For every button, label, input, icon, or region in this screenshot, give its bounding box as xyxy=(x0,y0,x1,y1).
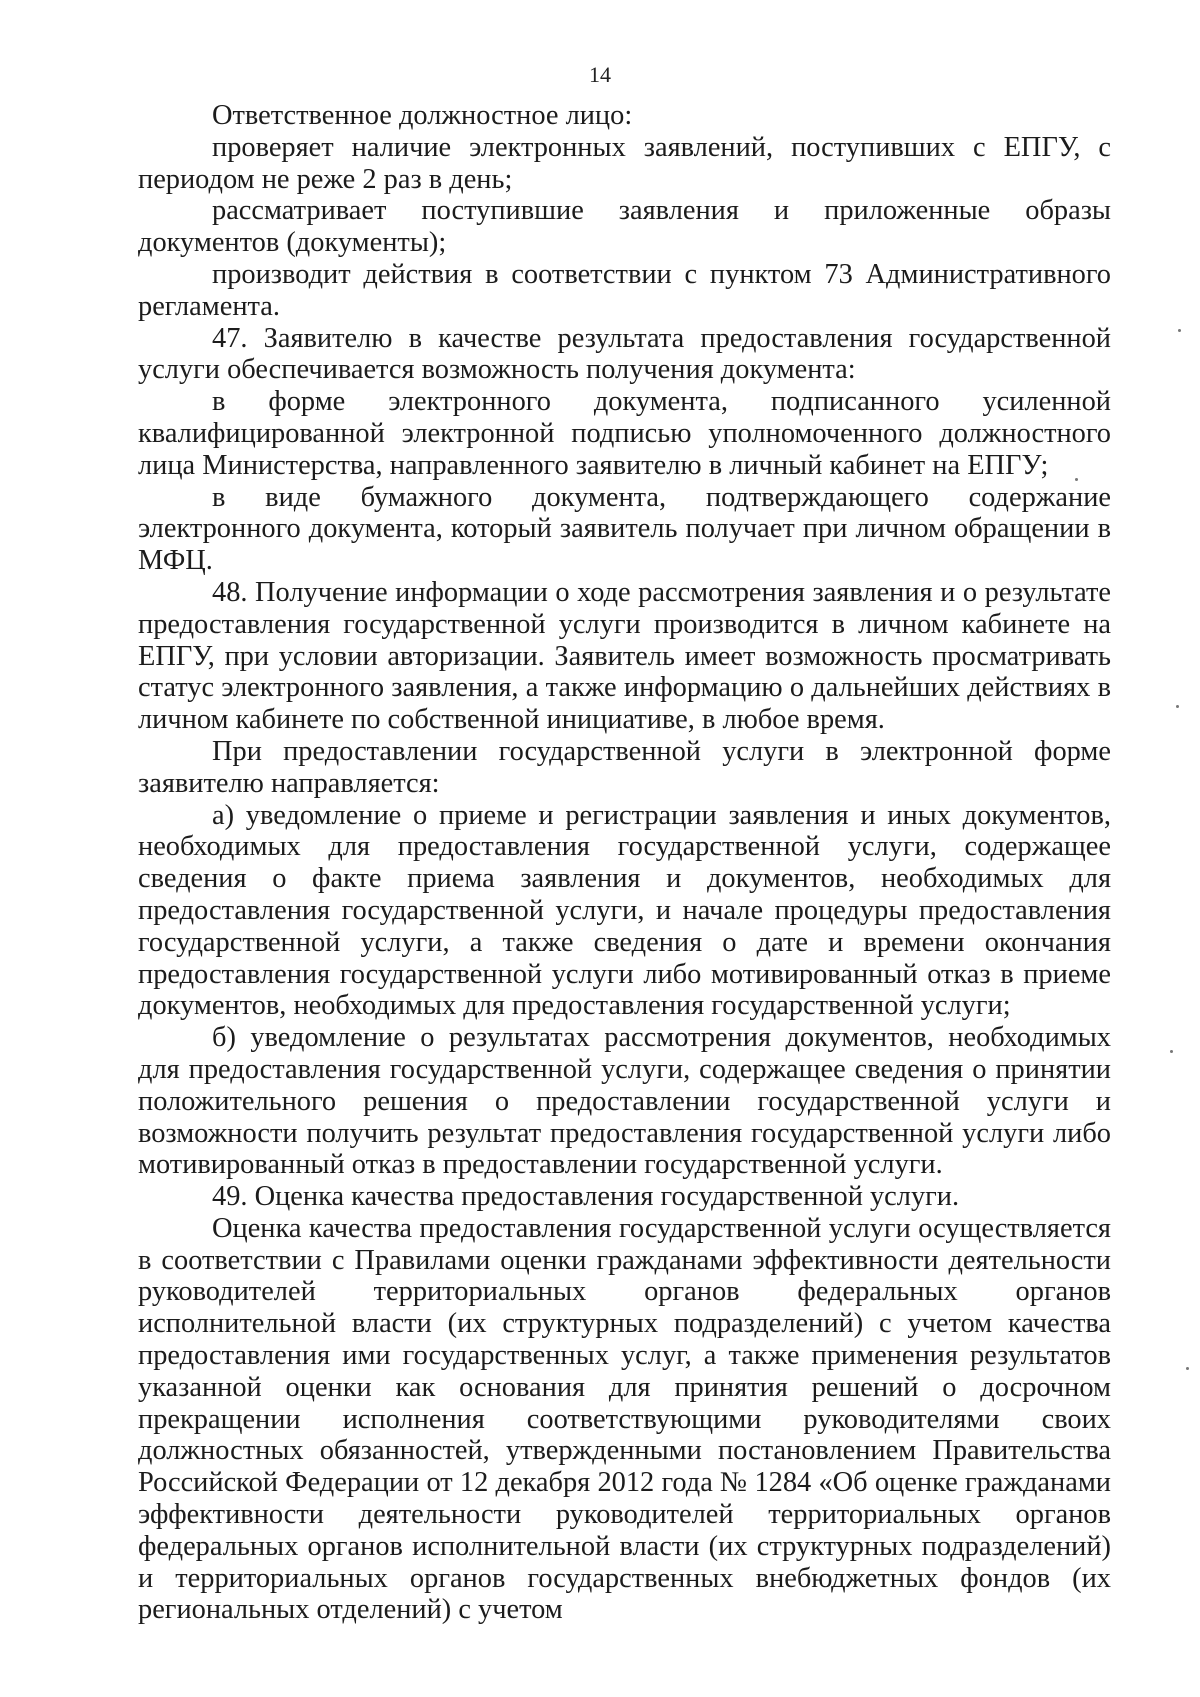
paragraph-paper-document: в виде бумажного документа, подтверждающего содержание электронного документа, который заявитель получает при личном обращении в МФЦ. xyxy=(138,481,1111,577)
paragraph-reviews-applications: рассматривает поступившие заявления и приложенные образы документов (документы); xyxy=(138,195,1111,259)
paragraph-electronic-document: в форме электронного документа, подписанного усиленной квалифицированной электронной подписью уполномоченного должностного лица Министерства, направленного заявителю в личный кабинет на ЕПГУ; xyxy=(138,386,1111,481)
paragraph-responsible-official: Ответственное должностное лицо: xyxy=(212,100,633,131)
paragraph-checks-applications: проверяет наличие электронных заявлений, поступивших с ЕПГУ, с периодом не реже 2 раз в день; xyxy=(138,131,1111,195)
paragraph-notice-b: б) уведомление о результатах рассмотрения документов, необходимых для предоставления государственной услуги, содержащее сведения о принятии положительного решения о предоставлении государственной услуги и возможности получить результат предоставления государственной услуги либо мотивированный отказ в предоставлении государственной услуги. xyxy=(138,1022,1111,1181)
scan-speck xyxy=(1170,1050,1173,1053)
page-number: 14 xyxy=(589,62,611,87)
paragraph-electronic-form-notice: При предоставлении государственной услуги в электронной форме заявителю направляется: xyxy=(138,735,1111,799)
scan-speck xyxy=(1186,1367,1189,1370)
paragraph-49: 49. Оценка качества предоставления государственной услуги. xyxy=(212,1181,960,1213)
paragraph-47: 47. Заявителю в качестве результата предоставления государственной услуги обеспечивается возможность получения документа: xyxy=(138,322,1111,386)
paragraph-performs-actions: производит действия в соответствии с пунктом 73 Административного регламента. xyxy=(138,258,1111,322)
scan-speck xyxy=(1178,329,1181,332)
scan-speck xyxy=(1176,705,1179,708)
paragraph-quality-assessment: Оценка качества предоставления государственной услуги осуществляется в соответствии с Правилами оценки гражданами эффективности деятельности руководителей территориальных органов федеральных органов исполнительной власти (их структурных подразделений) с учетом качества предоставления ими государственных услуг, а также применения результатов указанной оценки как основания для принятия решений о досрочном прекращении исполнения соответствующими руководителями своих должностных обязанностей, утвержденными постановлением Правительства Российской Федерации от 12 декабря 2012 года № 1284 «Об оценке гражданами эффективности деятельности руководителей территориальных органов федеральных органов исполнительной власти (их структурных подразделений) и территориальных органов государственных внебюджетных фондов (их региональных отделений) с учетом xyxy=(138,1212,1111,1626)
document-body xyxy=(138,100,1111,1626)
paragraph-48: 48. Получение информации о ходе рассмотрения заявления и о результате предоставления государственной услуги производится в личном кабинете на ЕПГУ, при условии авторизации. Заявитель имеет возможность просматривать статус электронного заявления, а также информацию о дальнейших действиях в личном кабинете по собственной инициативе, в любое время. xyxy=(138,576,1111,736)
paragraph-notice-a: а) уведомление о приеме и регистрации заявления и иных документов, необходимых для предоставления государственной услуги, содержащее сведения о факте приема заявления и документов, необходимых для предоставления государственной услуги, и начале процедуры предоставления государственной услуги, а также сведения о дате и времени окончания предоставления государственной услуги либо мотивированный отказ в приеме документов, необходимых для предоставления государственной услуги; xyxy=(138,799,1111,1022)
scan-speck xyxy=(1075,478,1078,481)
